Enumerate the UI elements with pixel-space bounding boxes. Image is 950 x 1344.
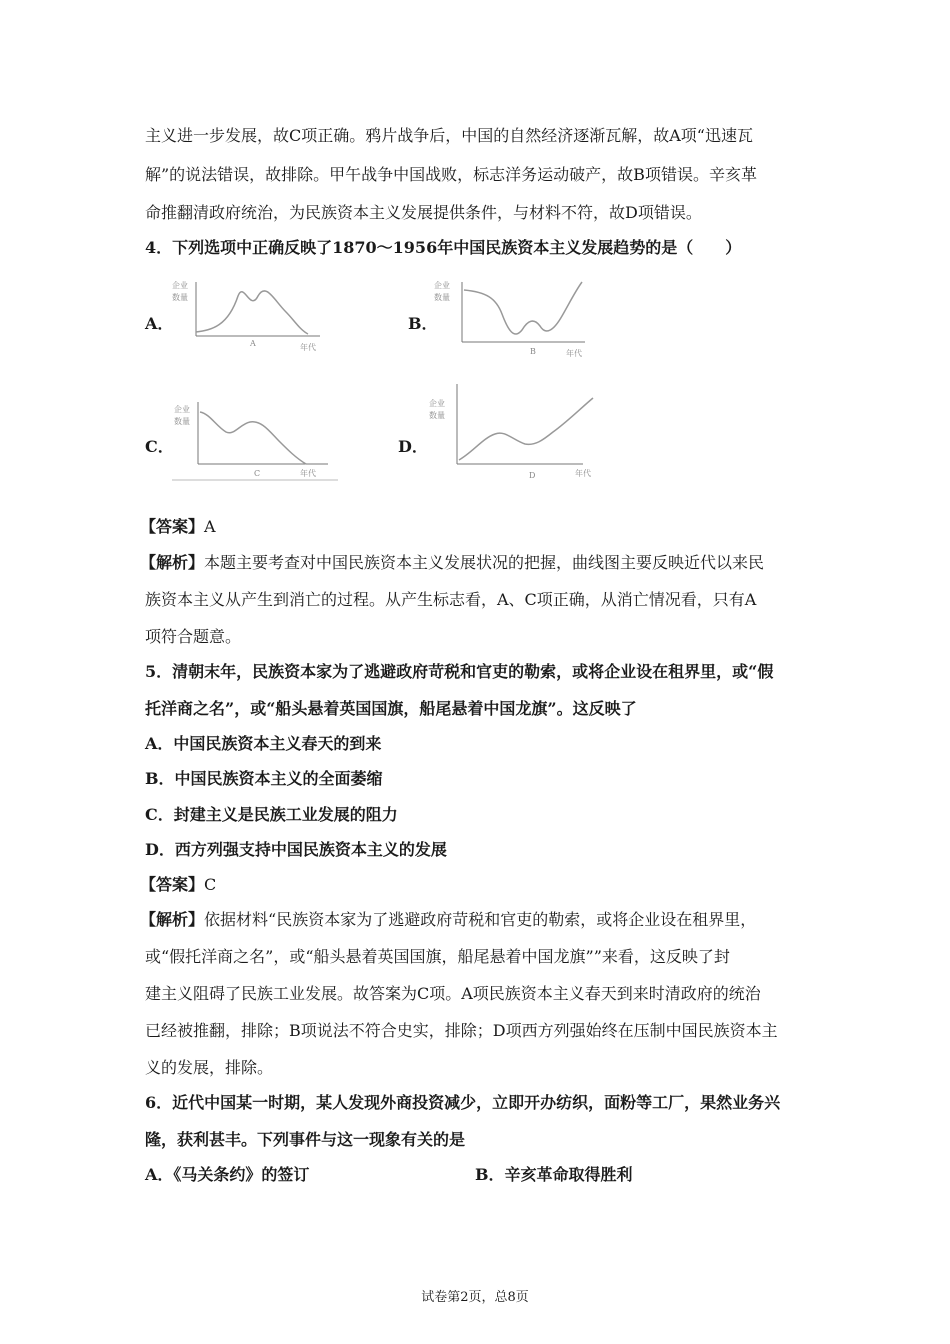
intro-line-2: 解”的说法错误，故排除。甲午战争中国战败，标志洋务运动破产，故B项错误。辛亥革 — [145, 165, 757, 184]
q4-a-yaxis-2: 数量 — [172, 293, 188, 302]
intro-line-3: 命推翻清政府统治，为民族资本主义发展提供条件，与材料不符，故D项错误。 — [145, 203, 702, 222]
q5-stem-line-2: 托洋商之名”，或“船头悬着英国国旗，船尾悬着中国龙旗”。这反映了 — [145, 699, 637, 718]
q4-graph-a — [170, 276, 335, 356]
q5-analysis-line-3: 建主义阻碍了民族工业发展。故答案为C项。A项民族资本主义春天到来时清政府的统治 — [145, 984, 761, 1003]
q4-c-mark: C — [254, 469, 261, 478]
q5-analysis-line-4: 已经被推翻，排除；B项说法不符合史实，排除；D项西方列强始终在压制中国民族资本主 — [145, 1021, 778, 1040]
intro-line-1: 主义进一步发展，故C项正确。鸦片战争后，中国的自然经济逐渐瓦解，故A项“迅速瓦 — [145, 126, 753, 145]
q4-c-xaxis: 年代 — [300, 469, 316, 478]
q6-option-b: B．辛亥革命取得胜利 — [475, 1165, 633, 1184]
q4-d-xaxis: 年代 — [575, 469, 591, 478]
q5-answer-value: C — [204, 875, 217, 894]
q4-answer-value: A — [204, 517, 216, 536]
q4-d-yaxis-2: 数量 — [429, 411, 445, 420]
q4-c-yaxis-1: 企业 — [174, 405, 190, 414]
q4-answer-label: 【答案】 — [140, 517, 205, 536]
q5-analysis-label: 【解析】 — [140, 910, 205, 929]
q5-analysis-line-2: 或“假托洋商之名”，或“船头悬着英国国旗，船尾悬着中国龙旗””来看，这反映了封 — [145, 947, 730, 966]
q4-a-mark: A — [250, 339, 256, 348]
q5-analysis-text-1: 依据材料“民族资本家为了逃避政府苛税和官吏的勒索，或将企业设在租界里， — [204, 910, 757, 929]
q6-option-a: A．《马关条约》的签订 — [145, 1165, 310, 1184]
q4-analysis-label: 【解析】 — [140, 553, 205, 572]
q4-b-xaxis: 年代 — [566, 349, 582, 358]
q4-analysis-text-1: 本题主要考查对中国民族资本主义发展状况的把握，曲线图主要反映近代以来民 — [204, 553, 765, 572]
q5-answer-label: 【答案】 — [140, 875, 205, 894]
q6-stem-line-2: 隆，获利甚丰。下列事件与这一现象有关的是 — [145, 1130, 466, 1149]
q4-answer — [140, 517, 216, 537]
q4-analysis-line-2: 族资本主义从产生到消亡的过程。从产生标志看，A、C项正确，从消亡情况看，只有A — [145, 590, 757, 609]
q6-stem-line-1: 6．近代中国某一时期，某人发现外商投资减少，立即开办纺织，面粉等工厂，果然业务兴 — [145, 1093, 781, 1112]
q4-graph-b — [430, 278, 595, 362]
q5-option-c: C．封建主义是民族工业发展的阻力 — [145, 805, 398, 824]
q4-stem: 4．下列选项中正确反映了1870～1956年中国民族资本主义发展趋势的是（ ） — [145, 238, 742, 257]
q4-d-yaxis-1: 企业 — [429, 399, 445, 408]
q4-b-mark: B — [530, 347, 536, 356]
q4-analysis-line-3: 项符合题意。 — [145, 627, 242, 646]
q4-option-b-label: B． — [408, 314, 438, 333]
q4-b-yaxis-2: 数量 — [434, 293, 450, 302]
q4-d-mark: D — [529, 471, 536, 480]
q5-analysis-line-1 — [140, 910, 756, 930]
page-footer: 试卷第2页，总8页 — [421, 1290, 529, 1305]
q4-graph-d — [425, 382, 610, 482]
q4-option-d-label: D． — [398, 437, 428, 456]
q4-b-yaxis-1: 企业 — [434, 281, 450, 290]
q4-graph-c — [170, 398, 340, 482]
q5-stem-line-1: 5．清朝末年，民族资本家为了逃避政府苛税和官吏的勒索，或将企业设在租界里，或“假 — [145, 662, 774, 681]
q4-a-xaxis: 年代 — [300, 343, 316, 352]
q4-analysis-line-1 — [140, 553, 764, 573]
q4-c-yaxis-2: 数量 — [174, 417, 190, 426]
q4-option-c-label: C． — [145, 437, 174, 456]
q5-option-a: A．中国民族资本主义春天的到来 — [145, 734, 382, 753]
q4-a-yaxis-1: 企业 — [172, 281, 188, 290]
q5-option-b: B．中国民族资本主义的全面萎缩 — [145, 769, 383, 788]
q5-answer — [140, 875, 216, 895]
q5-option-d: D．西方列强支持中国民族资本主义的发展 — [145, 840, 447, 859]
q4-option-a-label: A． — [145, 314, 174, 333]
q5-analysis-line-5: 义的发展，排除。 — [145, 1058, 274, 1077]
